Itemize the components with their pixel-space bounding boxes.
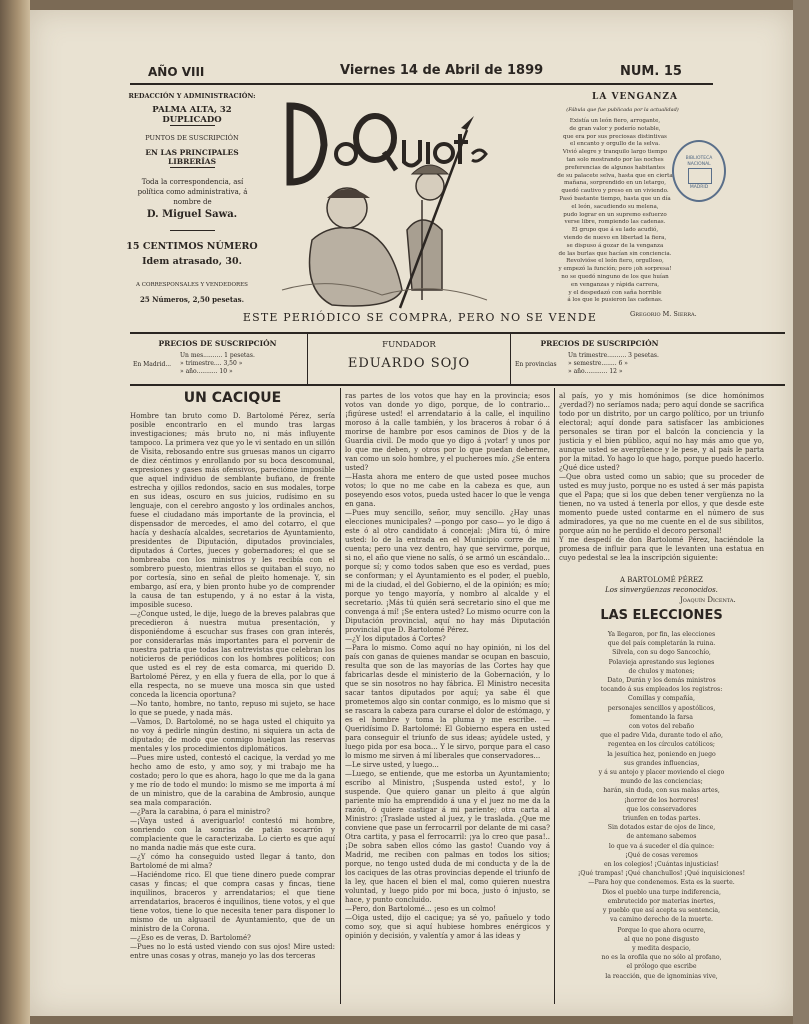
poem-line: fomentando la farsa [630,713,693,721]
letter-d [290,106,324,182]
poem-line: ¡Qué trampas! ¡Qué chanchullos! ¡Qué inquisiciones! [577,870,746,878]
poem-line: va camino derecho de la muerte. [609,916,714,924]
provinces-row: » año............ 12 » [568,368,623,375]
poem-line: regentea en los círculos católicos; [608,741,715,749]
madrid-label: En Madrid... [133,361,172,368]
elecciones-poem [559,630,764,1004]
poem-line: al que no pone disgusto [624,935,699,943]
poem-line: Comillas y compañía, [628,695,695,703]
poem-line: que del país completarán la ruina. [607,640,716,648]
provinces-prices [568,352,659,376]
poem-line: embrutecido por materias inertes, [607,897,716,905]
dealers-label: A CORRESPONSALES Y VENDEDORES [136,282,248,288]
poem-line: á los que le pusieron las cadenas. [567,297,663,304]
poem-author: Gregorio M. Sierra. [630,310,697,318]
madrid-row: Un mes.......... 1 pesetas. [180,352,255,359]
provinces-row: » semestre........ 6 » [568,360,628,367]
provinces-label: En provincias [515,361,557,368]
poem-line: pudo lograr en un supremo esfuerzo [563,211,667,218]
stamp-line1: BIBLIOTECA NACIONAL [685,156,713,167]
article-title-cacique: UN CACIQUE [183,390,282,406]
poem-lines [530,118,700,305]
poem-line: y á su antojo y placer moviendo el ciego [598,769,725,777]
poem-line: de gran valor y poderío notable, [569,125,661,132]
inscription-line2: Los sinvergüenzas reconocidos. [605,586,718,594]
poem-line: el encanto y orgullo de la selva. [570,141,660,148]
stamp-line2: MADRID [689,185,709,190]
founder-label: FUNDADOR [382,340,436,350]
poem-line: y medita despacio, [632,944,691,952]
price: 15 CENTIMOS NÚMERO [126,241,258,252]
points-value: EN LAS PRINCIPALES LIBRERÍAS [145,148,239,166]
poem-line: Vivió alegre y tranquilo largo tiempo [562,149,668,156]
poem-line: —Para hoy que condenemos. Esta es la suerte. [588,879,735,887]
poem-line: Revolvióse el león fiero, orgulloso, [566,258,664,265]
inscription-line1: A BARTOLOMÉ PÉREZ [620,576,703,584]
poem-line: la reacción, que de ignominias vive, [605,972,718,980]
poem-line: Dios el pueblo una turpe indiferencia, [602,888,721,896]
poem-line: y pueblo que así acepta su sentencia, [602,907,721,915]
price-back-issue: Idem atrasado, 30. [142,256,242,267]
poem-line: en venganzas y rápida carrera, [570,281,660,288]
library-stamp [672,140,726,202]
motto: ESTE PERIÓDICO SE COMPRA, PERO NO SE VENDE [242,311,598,324]
poem-line: que era por sus preciosas distintivas [563,133,667,140]
poem-line: tan solo mostrando por las noches [566,156,664,163]
madrid-title: PRECIOS DE SUSCRIPCIÓN [158,339,277,348]
column-rule [340,388,341,1004]
quixote-helmet [412,165,448,174]
letter-u [404,140,420,166]
poem-line: se dispuso á gozar de la venganza [566,242,664,249]
article-column-3: al país, yo y mis homónimos (se dice homónimos ¿verdad?) no seríamos nada; pero aquí donde se sacrifica todo por un distrito, por un cargo político, por un triunfo electoral; aquí donde para satisfacer las ambiciones personales se tiran por el balcón la conciencia y la justicia y el bien público, aquí no hay más amo que yo, aunque usted se avergüence y le pese, y al país le parta por la mitad. Yo hago lo que hago, porque puedo hacerlo. ¿Qué dice usted? —Que obra usted como un sabio; que su proceder de usted es muy justo, porque no es usted á ser más papista que el Papa; que si los que deben tener vergüenza no la tienen, no va usted á tenerla por ellos, y que desde este momento puede usted contarme en el número de sus admiradores, ya que no me cuente en el de sus sibilitos, porque aún no he perdido el decoro personal! Y me despedí de don Bartolomé Pérez, haciéndole la promesa de influir para que le levanten una estatua en cuyo pedestal se lea la inscripción siguiente: [559,392,764,562]
masthead-title [272,90,273,91]
dealers-price: 25 Números, 2,50 pesetas. [139,295,245,304]
poem-line: Dato, Durán y los demás ministros [607,677,716,685]
poem-line: Pasó bastante tiempo, hasta que un día [559,195,671,202]
letter-o [336,144,356,164]
issue-date: Viernes 14 de Abril de 1899 [340,63,544,78]
poem-line: que el padre Vida, durante todo el año, [600,732,723,740]
poem-line: verse libre, rompiendo las cadenas. [564,219,666,226]
manager-name: D. Miguel Sawa. [146,209,238,220]
points-label: PUNTOS DE SUSCRIPCIÓN [145,134,239,142]
poem-line: Existía un león fiero, arrogante, [569,118,661,124]
poem-line: la jesuítica hez, poniendo en juego [607,750,716,758]
book-binding-edge [0,0,30,1024]
box-divider [510,334,511,384]
poem-line: el prólogo que escribe [626,963,697,971]
sancho-hat [327,189,370,198]
poem-line: mañana, sorprendido en un letargo, [563,180,666,187]
madrid-prices [180,352,255,376]
poem-line: lo que va á suceder el día quince: [608,842,715,850]
poem-body [530,118,700,305]
poem-line: de su palacete selva, hasta que en cierta [557,172,673,179]
poem-line: Polavieja aprestando sus legiones [608,658,715,666]
letter-e [472,150,486,161]
article-column-1: Hombre tan bruto como D. Bartolomé Pérez, sería posible encontrarlo en el mundo tras largas investigaciones; más bruto no, ni más influyente tampoco. La primera vez que yo le vi sentado en un sillón de Visita, rebosando entre sus gruesas manos un cigarro de diez céntimos y enrollando por su boca descomunal, expresiones y gases más ofensivos, parecióme imposible que aquel individuo de semblante bufiano, de frente estrecha y ojillos redondos, sacio en sus modales, torpe en sus ideas, oscuro en sus juicios, rudísimo en su lenguaje, con el cerebro angosto y los ordinales anchos, fuese el ciudadano más importante de la provincia, el dispensador de mercedes, el amo del cotarro, el que hacía y deshacía alcaldes, secretarios de Ayuntamiento, presidentes de Diputación, diputados provinciales, diputados á Cortes, jueces y gobernadores; el que se hombreaba con los ministros y les recibía con el sombrero puesto, mientras ellos se quitaban el suyo, no por cortesía, sino en señal de pleito homenaje. Y, sin embargo, así era, y bien pronto hube yo de comprender la causa de tan estupendo, y á no estar á la vista, imposible suceso. —¿Conque usted, le dije, luego de la breves palabras que precedieron á nuestra mutua presentación, y disponiéndome á escuchar sus frases con gran interés, por considerarlas más importantes para el porvenir de nuestra patria que todas las entrevistas que celebran los noticieros de periódicos con los hombres políticos; con que usted es el rey de esta comarca, mi querido D. Bartolomé Pérez, y en ella y fuera de ella, por lo que á ella respecta, no se mueve una mosca sin que usted conceda la licencia oportuna? —No tanto, hombre, no tanto, repuso mi sujeto, se hace lo que se puede, y nada más. —Vamos, D. Bartolomé, no se haga usted el chiquito ya no voy á pedirle ningún destino, ni siquiera un acta de diputado; de modo que conmigo huelgan las reservas mentales y los procedimientos diplomáticos. —Pues mire usted, contestó el cacique, la verdad yo me hecho amo de esto, y amo soy, y mi trabajo me ha costado; pero lo que es ahora, hago lo que me da la gana y me río de todo el mundo: lo mismo se me importa á mí de un ministro, que de la carabina de Ambrosio, aunque sea mala comparación. —¿Para la carabina, ó para el ministro? —¡Vaya usted á averiguarlo! contestó mi hombre, sonriendo con la sonrisa de patán socarrón y complaciente que le caracterizaba. Lo cierto es que aquí no manda nadie más que este cura. —¿Y cómo ha conseguido usted llegar á tanto, don Bartolomé de mi alma? —Haciéndome rico. El que tiene dinero puede comprar casas y fincas; el que compra casas y fincas, tiene inquilinos, braceros y arrendatarios; el que tiene arrendatarios, braceros é inquilinos, tiene votos, y el que tiene votos, tiene lo que necesita tener para disponer lo mismo de un alguacil de Ayuntamiento, que de un ministro de la Corona. —¿Eso es de veras, D. Bartolomé? —Pues no lo está usted viendo con sus ojos! Mire usted: entre unas cosas y otras, manejo yo las dos terceras [130,412,335,960]
poem-line: Porque lo que ahora ocurre, [617,926,706,934]
poem-line: Silvela, con su dogo Sancochío, [612,649,711,657]
header-rule [130,83,713,85]
poem-line: Ya llegaron, por fin, las elecciones [607,631,716,638]
poem-line: el león, sacudiendo su melena, [571,203,659,210]
poem-line: El grupo que á su lado acudió, [571,227,659,234]
letter-q [356,116,394,160]
column-rule [554,388,555,1004]
poem-line: harán, sin duda, con sus malas artes, [603,787,720,795]
divider [170,230,215,231]
poem-subtitle: (Fábula que fue publicada por la actualidad) [566,107,679,113]
box-divider [307,334,308,384]
poem-line: ¡Qué de cosas veremos [625,851,698,859]
poem-line: Sin dotados estar de ojos de lince, [607,824,716,832]
poem-line: en los colegios! ¡Cuántas injusticias! [603,861,720,869]
divider [170,125,215,126]
year-label: AÑO VIII [148,65,205,79]
subscription-rule [130,384,785,386]
poem-line: de las burlas que hacían sin conciencia. [558,250,672,257]
quixote-head [416,172,444,200]
poem-line: y empezó la función; pero ¡oh sorpresa! [558,266,672,273]
poem-title: LA VENGANZA [592,92,678,102]
stamp-crest-icon [688,168,712,184]
article-author: Joaquín Dicenta. [680,596,736,604]
poem-line: personajes sencillos y apostólicos, [607,704,716,712]
poem-line: viendo de nuevo en libertad la fiera, [563,234,667,241]
poem-line: de chulos y matones; [628,667,695,675]
provinces-title: PRECIOS DE SUSCRIPCIÓN [540,339,659,348]
letter-o2 [435,144,453,162]
poem-line: de antemano sabemos [626,833,697,841]
poem-line: triunfen en todas partes. [622,815,701,823]
lance-tip [461,116,474,130]
issue-number: NUM. 15 [620,64,682,79]
divider [170,167,215,168]
elecciones-lines [559,630,764,981]
poem-line: no se quedó ninguno de los que huían [561,273,669,280]
article-column-2: ras partes de los votos que hay en la provincia; esos votos van donde yo digo, porque, de lo contrario... ¡figúrese usted! el arrendatario á la calle, el inquilino moroso á la calle también, y los braceros á robar ó á morirse de hambre por esos caminos de Dios y de la Guardia civil. De modo que yo digo á ¡votar! y unos por lo que me deben, y otros por lo que puedan deberme, van como un solo hombre, y el pucheroes mío. ¿Se entera usted? —Hasta ahora me entero de que usted posee muchos votos; lo que no me cabe en la cabeza es que, aun poseyendo esos votos, pueda usted hacer lo que le venga en gana. —Pues muy sencillo, señor, muy sencillo. ¿Hay unas elecciones municipales? —pongo por caso— yo le digo á este ó al otro candidato á concejal: ¡Mira tú, ó mire usted: lo de la entrada en el Municipio corre de mi cuenta; pero una vez dentro, hay que servirme, porque, si no, el año que viene no salís, ó se armó un escándalo... porque sí; y como todos saben que eso es verdad, pues se conforman; y el Ayuntamiento es el poder, el pueblo, mi de la ciudad, el del Gobierno, el de la opinión; es mío; porque yo tengo mayoría, y nombro al alcalde y el secretario. ¡Más tú quién será secretario sino el que me convenga á mí! ¡Se entera usted? Lo mismo ocurre con la Diputación provincial, aquí no hay más Diputación provincial que D. Bartolomé Pérez. —¿Y los diputados á Cortes? —Para lo mismo. Como aquí no hay opinión, ni los del país con ganas de quienes mandar se ocupan en bascuio, resulta que son de las mayorías de las Cortes hay que fabricarlas desde el ministerio de la Gobernación, y lo que se sin nosotros no hay fábrica. El Ministro necesita sacar tantos diputados por aquí; ya sabe él que prometemos algo sin contar conmigo, es lo mismo que si se rascara la cabeza para curarse el dolor de estómago, y es el hombre y toma la pluma y me escribe. —Queridísimo D. Bartolomé: El Gobierno espera en usted para conseguir el triunfo de sus ideas; ayúdele usted, y luego pida por esa boca... Y le sirvo, porque para el caso lo mismo me sirven á mí liberales que conservadores... —Le sirve usted, y luego... —Luego, se entiende, que me estorba un Ayuntamiento; escribo al Ministro, ¡Suspenda usted esto!, y lo suspende. Que quiero ganar un pleito á que algún pariente mío ha emprendido á una y el juez no me da la razón, ó quiere castigar á mi pariente; otra carta al Ministro: ¡Traslade usted al juez, y le traslada. ¿Que me conviene que pase un ferrocarril por delante de mi casa? Otra cartita, y pasa el ferrocarril: ¡ya lo creo que pasa!.. ¡De sobra saben ellos cómo las gasto! Cuando voy á Madrid, me reciben con palmas en todos los sitios; porque, no tengo usted duda de mi conducta y de la de los caciques de las otras provincias depende el triunfo de la ley, que hacen el bien el mal, como quieren nuestra voluntad, y luego pido por mi boca, justo ó injusto, se hace, y punto concluido. —Pero, don Bartolomé... ¡eso es un colmo! —Oiga usted, dijo el cacique; ya sé yo, pañuelo y todo como soy, que si aquí hubiese hombres enérgicos y opinión y decisión, y valentía y amor á las ideas y [345,392,550,940]
provinces-row: Un trimestre.......... 3 pesetas. [568,352,659,359]
poem-line: con votos del rebaño [628,723,695,731]
poem-line: quedó cautivo y preso en un viviendo. [561,188,669,195]
poem-line: mundo de las conciencias; [620,778,703,786]
article-title-elecciones: LAS ELECCIONES [600,608,723,623]
poem-line: sus grandes influencias, [623,759,700,767]
founder-name: EDUARDO SOJO [347,356,471,371]
masthead-illustration [272,90,492,310]
poem-line: no es la orofila que no sólo al profano, [601,954,722,962]
poem-line: tocando á sus empleados los registros: [600,686,723,694]
poem-line: y el despedazó con saña horrible [568,289,662,296]
motto-rule [130,332,785,334]
admin-label: REDACCIÓN Y ADMINISTRACIÓN: [128,92,256,100]
poem-line: ¡horror de los horrores! [624,796,699,804]
sancho-figure [310,228,403,306]
madrid-row: » año........... 10 » [180,368,233,375]
madrid-row: » trimestre.... 3,50 » [180,360,243,367]
quijote-drawing [272,90,492,310]
poem-line: que los conservadores [626,805,697,813]
paper-sheet [30,10,793,1016]
scan-border [793,0,809,1024]
correspondence-note: Toda la correspondencia, así política como administrativa, á nombre de [137,178,248,206]
address: PALMA ALTA, 32 DUPLICADO [152,105,232,125]
quixote-armor [407,200,442,300]
poem-line: preferencias de algunos habitantes [565,164,665,171]
